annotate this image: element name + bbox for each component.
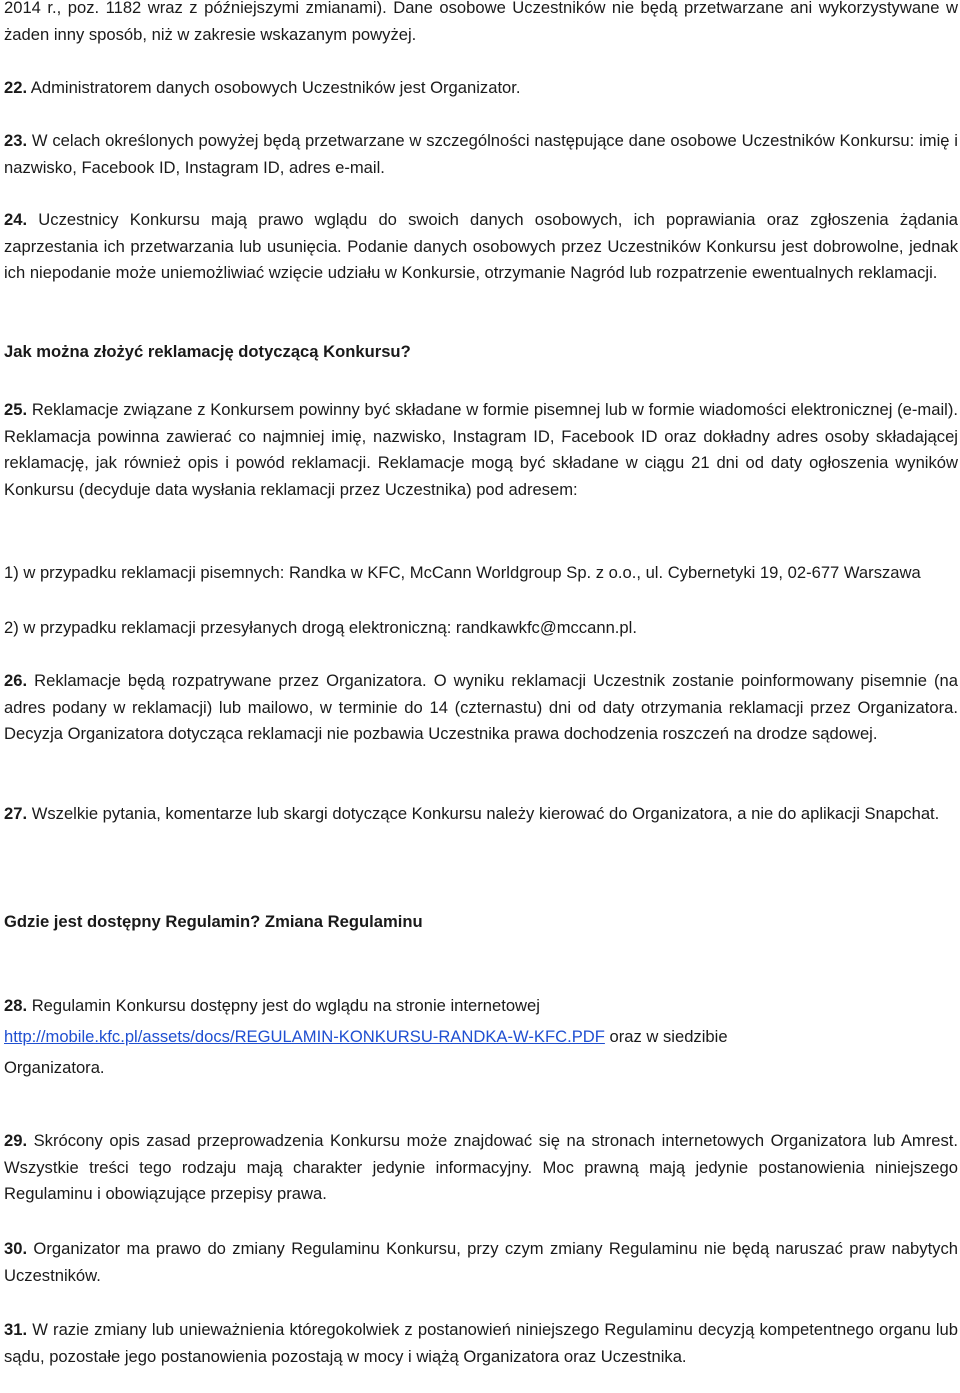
paragraph-intro <box>4 0 958 48</box>
paragraph-31 <box>4 1317 958 1370</box>
paragraph-25 <box>4 397 958 503</box>
paragraph-text-after-link: oraz w siedzibie <box>604 1027 728 1046</box>
address-postal <box>4 560 958 587</box>
paragraph-28-line-2 <box>4 1021 958 1052</box>
paragraph-text: Reklamacje będą rozpatrywane przez Organizatora. O wyniku reklamacji Uczestnik zostanie poinformowany pisemnie (na adres podany w reklamacji) lub mailowo, w terminie do 14 (czternastu) dni od daty otrzymania reklamacji przez Organizatora. Decyzja Organizatora dotycząca reklamacji nie pozbawia Uczestnika prawa dochodzenia roszczeń na drodze sądowej. <box>4 671 958 743</box>
address-email <box>4 615 958 642</box>
paragraph-text: Skrócony opis zasad przeprowadzenia Konkursu może znajdować się na stronach internetowych Organizatora lub Amrest. Wszystkie treści tego rodzaju mają charakter jedynie informacyjny. Moc prawną mają jedynie postanowienia niniejszego Regulaminu i obowiązujące przepisy prawa. <box>4 1131 958 1203</box>
paragraph-text: Organizator ma prawo do zmiany Regulaminu Konkursu, przy czym zmiany Regulaminu nie będą naruszać praw nabytych Uczestników. <box>4 1239 958 1285</box>
paragraph-number: 25. <box>4 400 28 419</box>
section-heading-regulamin: Gdzie jest dostępny Regulamin? Zmiana Regulaminu <box>4 912 423 931</box>
paragraph-text: Administratorem danych osobowych Uczestników jest Organizator. <box>27 78 521 97</box>
paragraph-29 <box>4 1128 958 1208</box>
paragraph-number: 23. <box>4 131 28 150</box>
paragraph-28-line-3: Organizatora. <box>4 1058 105 1077</box>
paragraph-23 <box>4 128 958 181</box>
section-heading-reklamacja: Jak można złożyć reklamację dotyczącą Konkursu? <box>4 342 411 361</box>
paragraph-intro-text: 2014 r., poz. 1182 wraz z późniejszymi zmianami). Dane osobowe Uczestników nie będą przetwarzane ani wykorzystywane w żaden inny sposób, niż w zakresie wskazanym powyżej. <box>4 0 958 44</box>
paragraph-30 <box>4 1236 958 1289</box>
paragraph-number: 30. <box>4 1239 28 1258</box>
paragraph-text: Regulamin Konkursu dostępny jest do wglądu na stronie internetowej <box>27 996 540 1015</box>
paragraph-number: 28. <box>4 996 28 1015</box>
paragraph-22 <box>4 75 958 102</box>
paragraph-text: W razie zmiany lub unieważnienia któregokolwiek z postanowień niniejszego Regulaminu decyzją kompetentnego organu lub sądu, pozostałe jego postanowienia pozostają w mocy i wiążą Organizatora oraz Uczestnika. <box>4 1320 958 1366</box>
paragraph-28 <box>4 990 958 1083</box>
paragraph-number: 26. <box>4 671 28 690</box>
regulamin-pdf-link[interactable]: http://mobile.kfc.pl/assets/docs/REGULAMIN-KONKURSU-RANDKA-W-KFC.PDF <box>4 1027 605 1046</box>
paragraph-number: 27. <box>4 804 28 823</box>
paragraph-number: 29. <box>4 1131 28 1150</box>
paragraph-text: Uczestnicy Konkursu mają prawo wglądu do swoich danych osobowych, ich poprawiania oraz zgłoszenia żądania zaprzestania ich przetwarzania lub usunięcia. Podanie danych osobowych przez Uczestników Konkursu jest dobrowolne, jednak ich niepodanie może uniemożliwiać wzięcie udziału w Konkursie, otrzymanie Nagród lub rozpatrzenie ewentualnych reklamacji. <box>4 210 958 282</box>
paragraph-28-line-1 <box>4 990 958 1021</box>
paragraph-number: 22. <box>4 78 28 97</box>
paragraph-24 <box>4 207 958 287</box>
address-email-text: 2) w przypadku reklamacji przesyłanych drogą elektroniczną: randkawkfc@mccann.pl. <box>4 618 637 637</box>
paragraph-27 <box>4 801 958 828</box>
paragraph-number: 24. <box>4 210 28 229</box>
paragraph-text: W celach określonych powyżej będą przetwarzane w szczególności następujące dane osobowe Uczestników Konkursu: imię i nazwisko, Facebook ID, Instagram ID, adres e-mail. <box>4 131 958 177</box>
paragraph-number: 31. <box>4 1320 28 1339</box>
address-postal-text: 1) w przypadku reklamacji pisemnych: Randka w KFC, McCann Worldgroup Sp. z o.o., ul. Cybernetyki 19, 02-677 Warszawa <box>4 563 921 582</box>
paragraph-text: Reklamacje związane z Konkursem powinny być składane w formie pisemnej lub w formie wiadomości elektronicznej (e-mail). Reklamacja powinna zawierać co najmniej imię, nazwisko, Instagram ID, Facebook ID oraz dokładny adres osoby składającej reklamację, jak również opis i powód reklamacji. Reklamacje mogą być składane w ciągu 21 dni od daty ogłoszenia wyników Konkursu (decyduje data wysłania reklamacji przez Uczestnika) pod adresem: <box>4 400 958 499</box>
paragraph-text: Wszelkie pytania, komentarze lub skargi dotyczące Konkursu należy kierować do Organizatora, a nie do aplikacji Snapchat. <box>27 804 940 823</box>
paragraph-26 <box>4 668 958 748</box>
